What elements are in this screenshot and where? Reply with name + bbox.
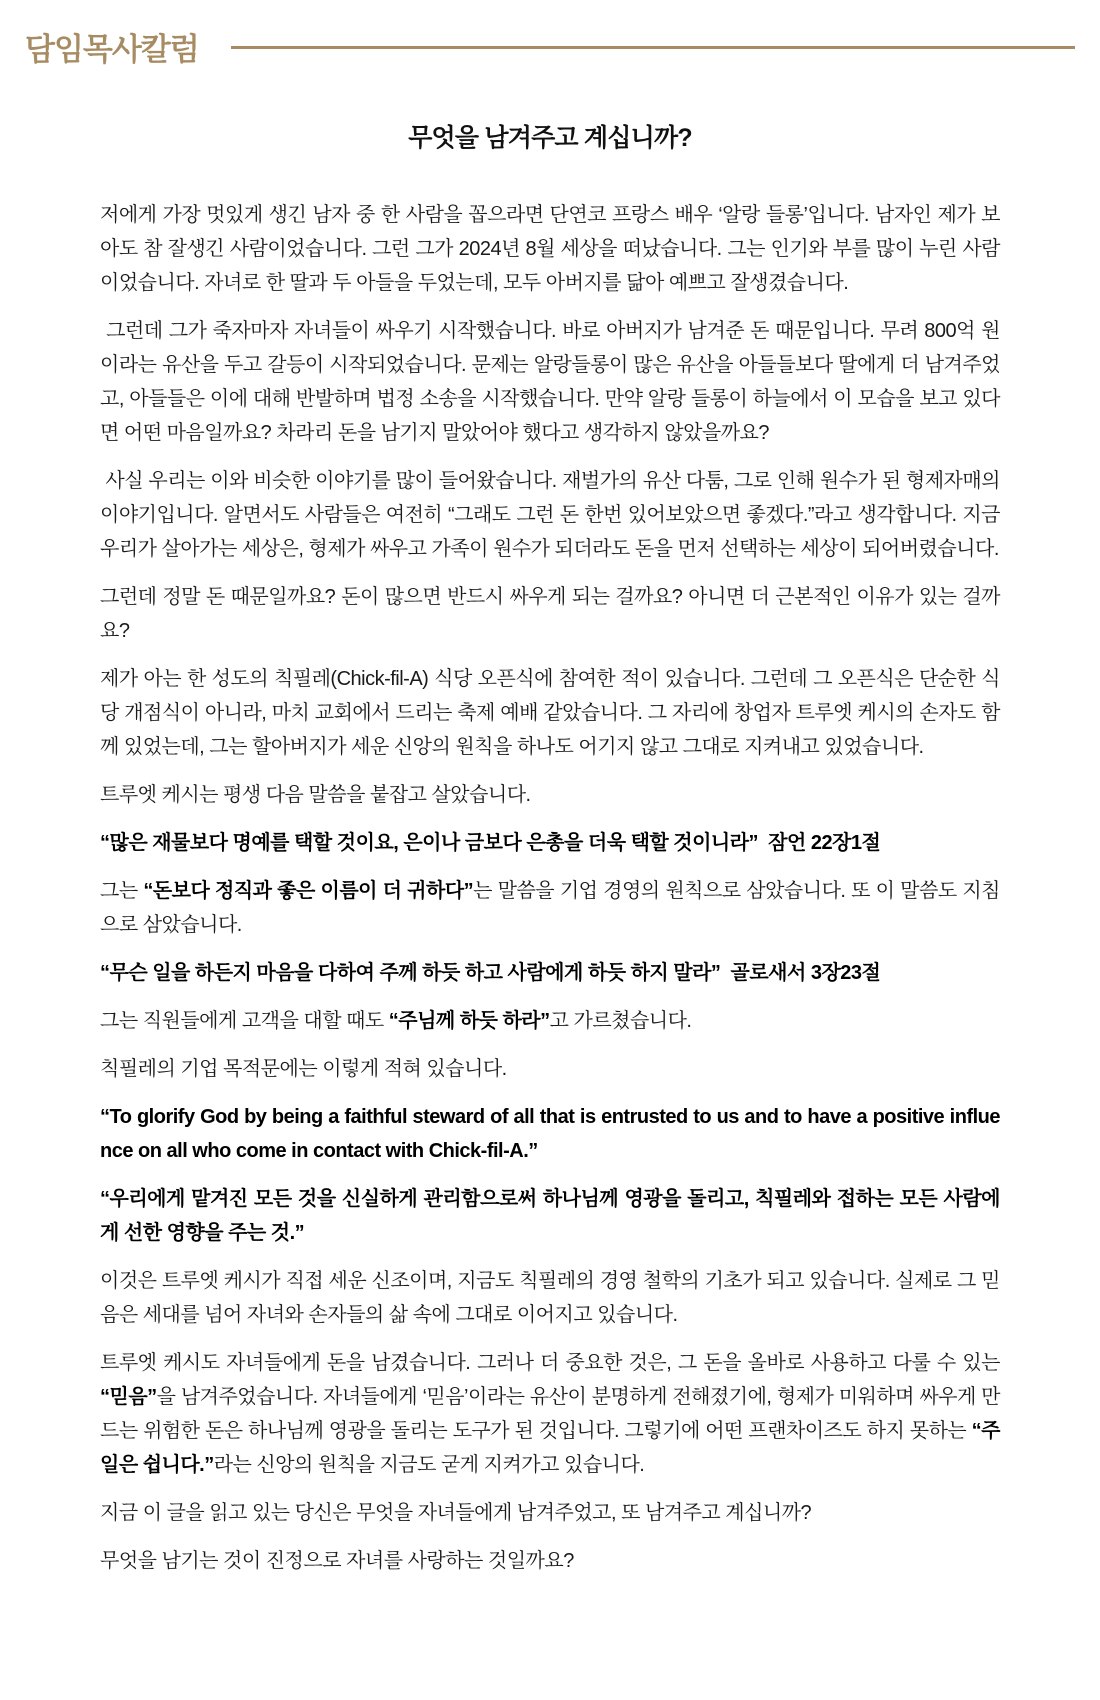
paragraph	[100, 1264, 1000, 1332]
pastor-column-article	[100, 118, 1000, 1578]
paragraph	[100, 198, 1000, 300]
paragraph	[100, 1052, 1000, 1086]
column-header	[0, 0, 1100, 69]
paragraph	[100, 464, 1000, 566]
article-title: 무엇을 남겨주고 계십니까?	[408, 124, 692, 152]
column-header-label: 담임목사칼럼	[25, 32, 199, 67]
paragraph	[100, 1182, 1000, 1250]
body-text: 라는 신앙의 원칙을 지금도 굳게 지켜가고 있습니다.	[213, 1454, 645, 1476]
paragraph	[100, 956, 1000, 990]
body-text: 트루엣 케시도 자녀들에게 돈을 남겼습니다. 그러나 더 중요한 것은, 그 돈을 올바로 사용하고 다룰 수 있는	[100, 1352, 1000, 1374]
body-text: 이것은 트루엣 케시가 직접 세운 신조이며, 지금도 칙필레의 경영 철학의 기초가 되고 있습니다. 실제로 그 믿음은 세대를 넘어 자녀와 손자들의 삶 속에 그대로 이어지고 있습니다.	[100, 1270, 1000, 1326]
body-text: 저에게 가장 멋있게 생긴 남자 중 한 사람을 꼽으라면 단연코 프랑스 배우 ‘알랑 들롱’입니다. 남자인 제가 보아도 참 잘생긴 사람이었습니다. 그런 그가 2024년 8월 세상을 떠났습니다. 그는 인기와 부를 많이 누린 사람이었습니다. 자녀로 한 딸과 두 아들을 두었는데, 모두 아버지를 닮아 예쁘고 잘생겼습니다.	[100, 204, 1000, 294]
body-text: 제가 아는 한 성도의 칙필레(Chick-fil-A) 식당 오픈식에 참여한 적이 있습니다. 그런데 그 오픈식은 단순한 식당 개점식이 아니라, 마치 교회에서 드리는 축제 예배 같았습니다. 그 자리에 창업자 트루엣 케시의 손자도 함께 있었는데, 그는 할아버지가 세운 신앙의 원칙을 하나도 어기지 않고 그대로 지켜내고 있었습니다.	[100, 668, 1000, 758]
emphasis-text: “믿음”	[100, 1386, 157, 1408]
paragraph	[100, 1004, 1000, 1038]
paragraph	[100, 826, 1000, 860]
body-text: 트루엣 케시는 평생 다음 말씀을 붙잡고 살았습니다.	[100, 784, 531, 806]
body-text: 을 남겨주었습니다. 자녀들에게 ‘믿음’이라는 유산이 분명하게 전해졌기에, 형제가 미워하며 싸우게 만드는 위험한 돈은 하나님께 영광을 돌리는 도구가 된 것입니다. 그렇기에 어떤 프랜차이즈도 하지 못하는	[100, 1386, 1000, 1442]
body-text: 그런데 그가 죽자마자 자녀들이 싸우기 시작했습니다. 바로 아버지가 남겨준 돈 때문입니다. 무려 800억 원이라는 유산을 두고 갈등이 시작되었습니다. 문제는 알랑들롱이 많은 유산을 아들들보다 딸에게 더 남겨주었고, 아들들은 이에 대해 반발하며 법정 소송을 시작했습니다. 만약 알랑 들롱이 하늘에서 이 모습을 보고 있다면 어떤 마음일까요? 차라리 돈을 남기지 말았어야 했다고 생각하지 않았을까요?	[100, 320, 1000, 444]
paragraph	[100, 1496, 1000, 1530]
emphasis-text: “우리에게 맡겨진 모든 것을 신실하게 관리함으로써 하나님께 영광을 돌리고, 칙필레와 접하는 모든 사람에게 선한 영향을 주는 것.”	[100, 1188, 1000, 1244]
paragraph	[100, 778, 1000, 812]
emphasis-text: “주님께 하듯 하라”	[388, 1010, 550, 1032]
paragraph	[100, 662, 1000, 764]
paragraph	[100, 1100, 1000, 1168]
body-text: 는 말씀을 기업 경영의 원칙으로 삼았습니다. 또 이 말씀도 지침으로 삼았습니다.	[100, 880, 1000, 936]
body-text: 칙필레의 기업 목적문에는 이렇게 적혀 있습니다.	[100, 1058, 507, 1080]
body-text: 그런데 정말 돈 때문일까요? 돈이 많으면 반드시 싸우게 되는 걸까요? 아니면 더 근본적인 이유가 있는 걸까요?	[100, 586, 1000, 642]
header-divider-line	[231, 46, 1075, 49]
paragraph	[100, 580, 1000, 648]
article-body	[100, 198, 1000, 1578]
body-text: 그는	[100, 880, 144, 902]
body-text: 지금 이 글을 읽고 있는 당신은 무엇을 자녀들에게 남겨주었고, 또 남겨주고 계십니까?	[100, 1502, 812, 1524]
paragraph	[100, 874, 1000, 942]
paragraph	[100, 314, 1000, 450]
emphasis-text: “무슨 일을 하든지 마음을 다하여 주께 하듯 하고 사람에게 하듯 하지 말라” 골로새서 3장23절	[100, 962, 881, 984]
paragraph	[100, 1544, 1000, 1578]
emphasis-text: “많은 재물보다 명예를 택할 것이요, 은이나 금보다 은총을 더욱 택할 것이니라” 잠언 22장1절	[100, 832, 881, 854]
emphasis-text: “돈보다 정직과 좋은 이름이 더 귀하다”	[143, 880, 474, 902]
body-text: 그는 직원들에게 고객을 대할 때도	[100, 1010, 389, 1032]
paragraph	[100, 1346, 1000, 1482]
body-text: 사실 우리는 이와 비슷한 이야기를 많이 들어왔습니다. 재벌가의 유산 다툼, 그로 인해 원수가 된 형제자매의 이야기입니다. 알면서도 사람들은 여전히 “그래도 그런 돈 한번 있어보았으면 좋겠다.”라고 생각합니다. 지금 우리가 살아가는 세상은, 형제가 싸우고 가족이 원수가 되더라도 돈을 먼저 선택하는 세상이 되어버렸습니다.	[100, 470, 1000, 560]
emphasis-text: “주일은 쉽니다.”	[100, 1420, 1000, 1476]
emphasis-text: “To glorify God by being a faithful steward of all that is entrusted to us and to have a positive influence on all who come in contact with Chick-fil-A.”	[100, 1106, 1000, 1162]
body-text: 고 가르쳤습니다.	[549, 1010, 692, 1032]
body-text: 무엇을 남기는 것이 진정으로 자녀를 사랑하는 것일까요?	[100, 1550, 574, 1572]
